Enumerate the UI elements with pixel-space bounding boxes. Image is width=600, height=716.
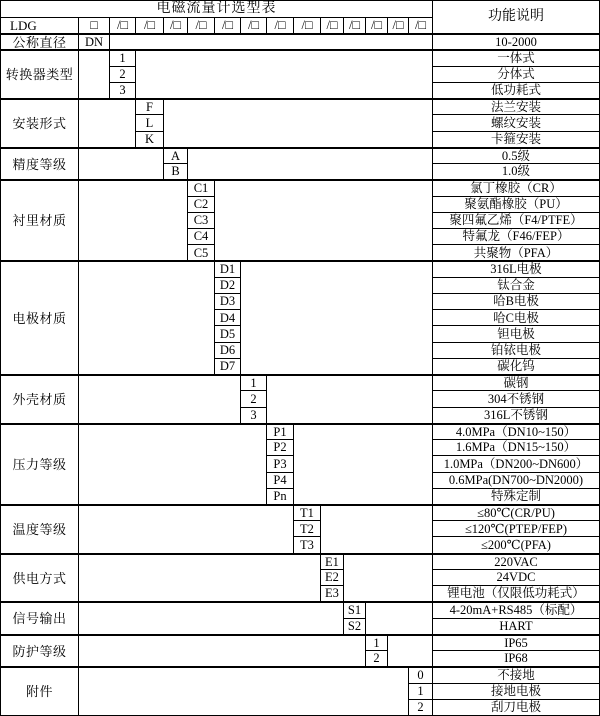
spacer-cell [79, 424, 266, 504]
option-description-cell: 卡箍安装 [433, 132, 599, 147]
model-base-box: □ [79, 18, 109, 33]
option-code-cell: T3 [294, 537, 320, 552]
option-description-cell: ≤80℃(CR/PU) [433, 505, 599, 520]
option-description-cell: 共聚物（PFA） [433, 245, 599, 260]
option-description-cell: 法兰安装 [433, 99, 599, 114]
option-description-cell: IP65 [433, 635, 599, 650]
option-code-cell: D6 [215, 343, 240, 358]
option-description-cell: 1.0级 [433, 164, 599, 179]
option-description-cell: 4-20mA+RS485（标配） [433, 602, 599, 617]
option-code-cell: 1 [366, 635, 387, 650]
model-slot-box: /□ [409, 18, 432, 33]
spacer-cell [164, 99, 432, 147]
option-code-cell: 2 [110, 67, 135, 82]
option-code-cell: P2 [267, 440, 293, 455]
option-description-cell: HART [433, 619, 599, 634]
option-code-cell: F [136, 99, 163, 114]
option-code-cell: D2 [215, 278, 240, 293]
category-label: 压力等级 [1, 424, 78, 504]
spacer-cell [388, 635, 432, 666]
category-label: 安装形式 [1, 99, 78, 147]
category-label: 防护等级 [1, 635, 78, 666]
option-code-cell: P4 [267, 473, 293, 488]
category-label: 电极材质 [1, 261, 78, 374]
option-description-cell: ≤120℃(PTEP/FEP) [433, 521, 599, 536]
option-code-cell: D7 [215, 359, 240, 374]
spacer-cell [267, 375, 432, 423]
category-label: 附件 [1, 667, 78, 715]
option-code-cell: B [164, 164, 187, 179]
category-label: 温度等级 [1, 505, 78, 553]
spacer-cell [79, 261, 214, 374]
option-code-cell: D1 [215, 261, 240, 276]
model-code: LDG [1, 18, 78, 33]
option-code-cell: D4 [215, 310, 240, 325]
option-description-cell: 钛合金 [433, 278, 599, 293]
spacer-cell [79, 505, 293, 553]
option-description-cell: 4.0MPa（DN10~150） [433, 424, 599, 439]
option-code-cell: C5 [188, 245, 214, 260]
option-code-cell: P1 [267, 424, 293, 439]
spacer-cell [321, 505, 432, 553]
option-code-cell: S1 [344, 602, 365, 617]
option-description-cell: IP68 [433, 651, 599, 666]
option-code-cell: 1 [241, 375, 266, 390]
option-code-cell: 2 [241, 391, 266, 406]
option-description-cell: 1.0MPa（DN200~DN600） [433, 456, 599, 471]
option-description-cell: 316L电极 [433, 261, 599, 276]
option-code-cell: D3 [215, 294, 240, 309]
option-code-cell: DN [79, 34, 109, 49]
option-description-cell: 聚四氟乙烯（F4/PTFE） [433, 213, 599, 228]
model-slot-box: /□ [344, 18, 365, 33]
option-description-cell: 接地电极 [433, 684, 599, 699]
option-description-cell: 1.6MPa（DN15~150） [433, 440, 599, 455]
option-code-cell: T2 [294, 521, 320, 536]
option-code-cell: 3 [110, 83, 135, 98]
option-description-cell: 0.5级 [433, 148, 599, 163]
option-code-cell: C3 [188, 213, 214, 228]
spacer-cell [79, 180, 187, 260]
model-slot-box: /□ [110, 18, 135, 33]
spacer-cell [241, 261, 432, 374]
option-code-cell: E3 [321, 586, 343, 601]
model-slot-box: /□ [241, 18, 266, 33]
option-description-cell: 不接地 [433, 667, 599, 682]
option-description-cell: 哈B电极 [433, 294, 599, 309]
option-description-cell: 特氟龙（F46/FEP） [433, 229, 599, 244]
option-code-cell: 1 [409, 684, 432, 699]
category-label: 衬里材质 [1, 180, 78, 260]
option-description-cell: 刮刀电极 [433, 700, 599, 715]
option-description-cell: 分体式 [433, 67, 599, 82]
option-description-cell: 一体式 [433, 50, 599, 65]
option-code-cell: K [136, 132, 163, 147]
option-code-cell: C2 [188, 197, 214, 212]
option-code-cell: 0 [409, 667, 432, 682]
option-description-cell: 碳化钨 [433, 359, 599, 374]
spacer-cell [79, 99, 135, 147]
option-description-cell: 220VAC [433, 554, 599, 569]
option-code-cell: 2 [409, 700, 432, 715]
category-label: 公称直径 [1, 34, 78, 49]
option-description-cell: 锂电池（仅限低功耗式） [433, 586, 599, 601]
model-slot-box: /□ [136, 18, 163, 33]
option-code-cell: E2 [321, 570, 343, 585]
option-description-cell: ≤200℃(PFA) [433, 537, 599, 552]
option-code-cell: P3 [267, 456, 293, 471]
option-description-cell: 聚氨酯橡胶（PU） [433, 197, 599, 212]
option-description-cell: 哈C电极 [433, 310, 599, 325]
option-description-cell: 316L不锈钢 [433, 408, 599, 423]
spacer-cell [366, 602, 432, 633]
model-slot-box: /□ [164, 18, 187, 33]
option-code-cell: D5 [215, 326, 240, 341]
option-description-cell: 特殊定制 [433, 489, 599, 504]
spacer-cell [344, 554, 432, 602]
option-code-cell: 2 [366, 651, 387, 666]
spacer-cell [188, 148, 432, 179]
option-code-cell: E1 [321, 554, 343, 569]
model-slot-box: /□ [267, 18, 293, 33]
option-description-cell: 0.6MPa(DN700~DN2000) [433, 473, 599, 488]
model-slot-box: /□ [188, 18, 214, 33]
option-code-cell: C4 [188, 229, 214, 244]
option-description-cell: 低功耗式 [433, 83, 599, 98]
option-description-cell: 螺纹安装 [433, 115, 599, 130]
spacer-cell [79, 50, 109, 98]
spacer-cell [79, 148, 163, 179]
function-column-header: 功能说明 [433, 1, 599, 33]
spacer-cell [136, 50, 432, 98]
option-description-cell: 24VDC [433, 570, 599, 585]
spacer-cell [215, 180, 432, 260]
model-slot-box: /□ [366, 18, 387, 33]
option-description-cell: 碳钢 [433, 375, 599, 390]
option-code-cell: T1 [294, 505, 320, 520]
spacer-cell [79, 375, 240, 423]
option-description-cell: 钽电极 [433, 326, 599, 341]
category-label: 供电方式 [1, 554, 78, 602]
model-slot-box: /□ [294, 18, 320, 33]
option-code-cell: C1 [188, 180, 214, 195]
category-label: 外壳材质 [1, 375, 78, 423]
table-title: 电磁流量计选型表 [1, 1, 432, 17]
option-description-cell: 10-2000 [433, 34, 599, 49]
category-label: 转换器类型 [1, 50, 78, 98]
spacer-cell [79, 602, 343, 633]
option-code-cell: A [164, 148, 187, 163]
spacer-cell [294, 424, 432, 504]
spacer-cell [110, 34, 432, 49]
option-description-cell: 铂铱电极 [433, 343, 599, 358]
spacer-cell [79, 635, 365, 666]
option-description-cell: 氯丁橡胶（CR） [433, 180, 599, 195]
option-code-cell: 3 [241, 408, 266, 423]
option-code-cell: Pn [267, 489, 293, 504]
model-slot-box: /□ [321, 18, 343, 33]
option-code-cell: S2 [344, 619, 365, 634]
model-slot-box: /□ [215, 18, 240, 33]
option-description-cell: 304不锈钢 [433, 391, 599, 406]
category-label: 信号输出 [1, 602, 78, 633]
spacer-cell [79, 667, 408, 715]
spacer-cell [79, 554, 320, 602]
model-slot-box: /□ [388, 18, 408, 33]
category-label: 精度等级 [1, 148, 78, 179]
option-code-cell: 1 [110, 50, 135, 65]
option-code-cell: L [136, 115, 163, 130]
